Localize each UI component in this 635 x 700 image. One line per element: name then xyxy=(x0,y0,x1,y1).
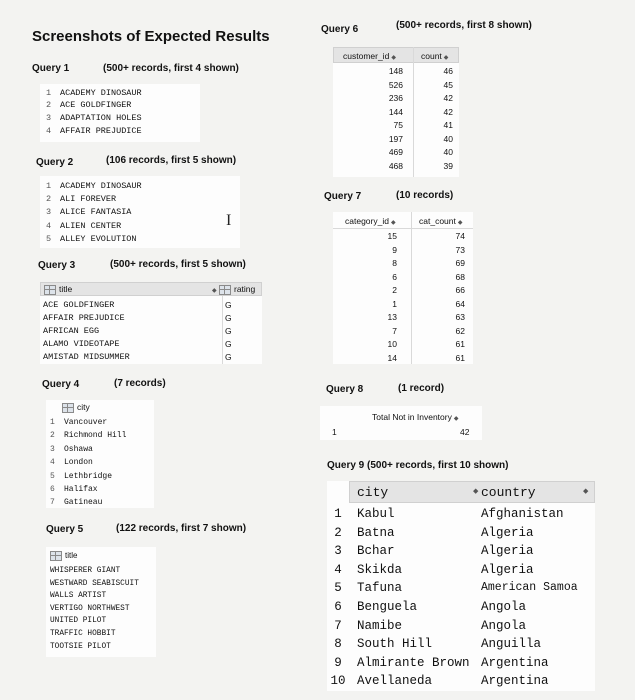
q1-label: Query 1 xyxy=(32,63,70,74)
q5-result-grid xyxy=(46,547,156,657)
q8-col-total[interactable]: Total Not in Inventory ◆ xyxy=(372,412,459,422)
table-cell: 15 xyxy=(387,231,397,241)
row-number: 1 xyxy=(332,427,337,437)
table-cell: 468 xyxy=(388,160,403,171)
table-cell: 73 xyxy=(455,244,465,255)
table-row: 3 Bchar Algeria xyxy=(334,544,534,559)
table-row: 3 Oshawa xyxy=(50,444,93,454)
table-cell: 68 xyxy=(455,271,465,282)
q1-result-grid xyxy=(40,84,200,142)
table-cell: 6 xyxy=(392,271,397,282)
table-cell: 197 xyxy=(388,133,403,144)
q8-result-grid xyxy=(320,406,482,440)
q2-label: Query 2 xyxy=(36,157,74,168)
table-cell: WHISPERER GIANT xyxy=(50,567,121,575)
table-cell: 144 xyxy=(388,106,403,117)
table-cell: AFFAIR PREJUDICE xyxy=(43,313,125,323)
q6-info: (500+ records, first 8 shown) xyxy=(396,20,532,31)
q6-col-a xyxy=(333,65,403,173)
q5-rows xyxy=(50,565,139,653)
table-cell: G xyxy=(225,313,232,323)
q7-info: (10 records) xyxy=(396,190,454,201)
q2-result-grid xyxy=(40,176,240,248)
table-icon xyxy=(44,285,56,295)
table-cell: UNITED PILOT xyxy=(50,617,107,626)
q6-result-grid xyxy=(333,47,459,177)
q4-col-city[interactable]: city xyxy=(62,402,90,413)
text-cursor-icon: I xyxy=(226,212,232,229)
q7-col-category-id[interactable]: category_id ◆ xyxy=(345,216,396,226)
table-cell: 14 xyxy=(387,352,397,363)
table-row: 4 Skikda Algeria xyxy=(334,562,534,577)
q4-result-grid xyxy=(46,400,154,508)
table-icon xyxy=(219,285,231,295)
table-row: 4 AFFAIR PREJUDICE xyxy=(46,126,142,136)
table-row: 1 Vancouver xyxy=(50,418,108,427)
q7-col-b xyxy=(413,230,465,365)
q3-titles xyxy=(43,299,130,364)
table-cell: 10 xyxy=(387,339,397,349)
table-cell: 61 xyxy=(455,352,465,363)
table-cell: 1 xyxy=(392,298,397,309)
table-row: 3 ALICE FANTASIA xyxy=(46,207,132,217)
table-cell: G xyxy=(225,326,232,336)
table-cell: WESTWARD SEABISCUIT xyxy=(50,579,139,588)
q7-col-cat-count[interactable]: cat_count ◆ xyxy=(419,216,463,226)
table-row: 3 ADAPTATION HOLES xyxy=(46,113,142,123)
table-cell: 61 xyxy=(455,339,465,349)
q6-col-b xyxy=(415,65,453,173)
table-cell: 42 xyxy=(443,106,453,117)
table-icon xyxy=(62,403,74,413)
table-cell: 8 xyxy=(392,258,397,268)
table-cell: VERTIGO NORTHWEST xyxy=(50,604,130,613)
q9-label: Query 9 (500+ records, first 10 shown) xyxy=(327,460,509,471)
q3-result-grid xyxy=(40,282,262,364)
q7-result-grid xyxy=(333,212,473,364)
table-cell: 39 xyxy=(443,160,453,171)
q7-col-a xyxy=(333,230,397,365)
table-icon xyxy=(50,551,62,561)
q9-col-city[interactable]: city xyxy=(357,485,389,500)
table-cell: 469 xyxy=(388,147,403,157)
table-row: 2 ALI FOREVER xyxy=(46,194,117,204)
table-cell: 69 xyxy=(455,258,465,268)
table-cell: 526 xyxy=(388,79,403,90)
table-cell: 236 xyxy=(388,93,403,103)
table-cell: 74 xyxy=(455,231,465,241)
q2-info: (106 records, first 5 shown) xyxy=(106,155,237,166)
table-cell: ALAMO VIDEOTAPE xyxy=(43,339,120,349)
table-cell: ACE GOLDFINGER xyxy=(43,300,115,310)
table-cell: 41 xyxy=(443,120,453,130)
divider xyxy=(333,228,473,229)
table-cell: G xyxy=(225,300,232,310)
table-row: 5 Tafuna American Samoa xyxy=(334,581,578,596)
table-row: 5 ALLEY EVOLUTION xyxy=(46,234,137,244)
sort-icon: ◆ xyxy=(390,220,396,226)
q9-col-country[interactable]: country xyxy=(481,485,536,500)
table-cell: 62 xyxy=(455,325,465,336)
table-cell: G xyxy=(225,339,232,349)
q6-label: Query 6 xyxy=(321,24,359,35)
table-row: 2 Batna Algeria xyxy=(334,525,534,540)
table-cell: 2 xyxy=(392,285,397,295)
q5-label: Query 5 xyxy=(46,524,84,535)
table-cell: 42 xyxy=(443,93,453,103)
page-title: Screenshots of Expected Results xyxy=(32,28,270,45)
q4-rows xyxy=(50,416,126,510)
q3-ratings xyxy=(225,299,232,364)
table-row: 1 ACADEMY DINOSAUR xyxy=(46,181,142,191)
table-row: 10 Avellaneda Argentina xyxy=(330,674,549,689)
table-cell: G xyxy=(225,352,232,362)
table-row: 2 Richmond Hill xyxy=(50,431,127,441)
q7-label: Query 7 xyxy=(324,191,362,202)
sort-icon: ◆ xyxy=(212,288,217,294)
q1-info: (500+ records, first 4 shown) xyxy=(103,63,239,74)
table-cell: 75 xyxy=(393,120,403,130)
q8-info: (1 record) xyxy=(398,383,445,394)
q8-label: Query 8 xyxy=(326,384,364,395)
table-row: 2 ACE GOLDFINGER xyxy=(46,100,132,110)
table-row: 1 Kabul Afghanistan xyxy=(334,507,564,521)
table-cell: 40 xyxy=(443,133,453,144)
table-row: 9 Almirante Brown Argentina xyxy=(334,655,549,670)
q3-label: Query 3 xyxy=(38,260,76,271)
table-cell: 63 xyxy=(455,312,465,322)
sort-icon: ◆ xyxy=(583,488,589,495)
divider xyxy=(411,212,412,364)
sort-icon: ◆ xyxy=(391,55,396,61)
table-cell: 40 xyxy=(443,147,453,157)
table-row: 5 Lethbridge xyxy=(50,471,113,481)
q4-info: (7 records) xyxy=(114,378,166,389)
table-row: 1 ACADEMY DINOSAUR xyxy=(46,88,142,98)
table-cell: 64 xyxy=(455,298,465,309)
table-cell: WALLS ARTIST xyxy=(50,592,107,601)
table-row: 7 Namibe Angola xyxy=(334,618,527,633)
table-row: 6 Halifax xyxy=(50,485,98,495)
q4-label: Query 4 xyxy=(42,379,80,390)
table-cell: 45 xyxy=(443,79,453,90)
table-row: 4 ALIEN CENTER xyxy=(46,221,122,231)
q9-rows xyxy=(327,505,578,691)
table-row: 6 Benguela Angola xyxy=(334,599,527,614)
table-cell: AFRICAN EGG xyxy=(43,326,100,336)
q3-col-rating[interactable]: ◆ rating xyxy=(212,284,256,294)
table-row: 4 London xyxy=(50,458,93,468)
q5-info: (122 records, first 7 shown) xyxy=(116,523,247,534)
table-cell: 46 xyxy=(443,66,453,76)
table-row: 7 Gatineau xyxy=(50,498,103,508)
table-cell: 9 xyxy=(392,244,397,255)
q9-result-grid xyxy=(327,481,595,691)
table-cell: AMISTAD MIDSUMMER xyxy=(43,352,130,362)
sort-icon: ◆ xyxy=(453,416,459,422)
table-cell: 42 xyxy=(460,427,470,437)
divider xyxy=(222,296,223,364)
table-cell: TOOTSIE PILOT xyxy=(50,642,111,651)
table-cell: 148 xyxy=(388,66,403,76)
q5-col-title[interactable]: title xyxy=(50,551,77,561)
q3-info: (500+ records, first 5 shown) xyxy=(110,259,246,270)
table-cell: TRAFFIC HOBBIT xyxy=(50,629,116,638)
table-cell: 66 xyxy=(455,285,465,295)
sort-icon: ◆ xyxy=(473,488,479,495)
sort-icon: ◆ xyxy=(443,55,449,61)
sort-icon: ◆ xyxy=(457,220,463,226)
divider xyxy=(413,47,414,177)
q6-col-count[interactable]: count ◆ xyxy=(421,51,449,61)
table-cell: 13 xyxy=(387,312,397,322)
q3-col-title[interactable]: title xyxy=(44,284,72,295)
table-row: 8 South Hill Anguilla xyxy=(334,637,542,652)
table-cell: 7 xyxy=(392,325,397,336)
q6-col-customer-id[interactable]: customer_id ◆ xyxy=(343,51,396,61)
